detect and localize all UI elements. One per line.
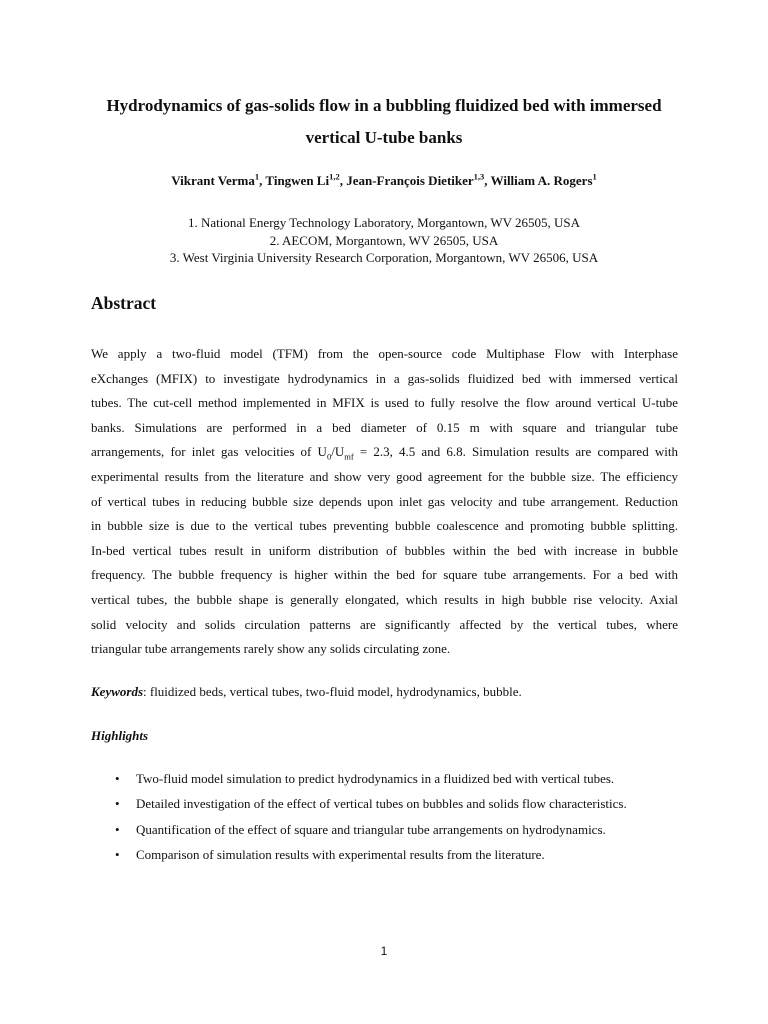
highlight-item [91, 794, 627, 819]
velocity-subscript: 0 [326, 451, 332, 462]
velocity-text-before: arrangements, for inlet gas velocities of U [91, 444, 327, 460]
highlights-heading: Highlights [91, 728, 149, 743]
velocity-subscript: mf [344, 451, 354, 462]
keywords-text: : fluidized beds, vertical tubes, two-fluid model, hydrodynamics, bubble. [143, 684, 522, 699]
author-name: Jean-François Dietiker [346, 173, 474, 188]
bullet-icon: • [115, 796, 120, 812]
author-affiliation-marker: 1,2 [329, 171, 340, 182]
abstract-line: eXchanges (MFIX) to investigate hydrodynamics in a gas-solids fluidized bed with immersed vertical [91, 370, 678, 386]
abstract-line: banks. Simulations are performed in a bed diameter of 0.15 m with square and triangular tube [91, 419, 678, 435]
paper-title [70, 90, 698, 154]
author-name: Vikrant Verma [171, 173, 255, 188]
highlight-item [91, 845, 627, 870]
bullet-icon: • [115, 846, 120, 862]
abstract-line: In-bed vertical tubes result in uniform distribution of bubbles within the bed with increase in bubble [91, 542, 678, 558]
abstract-line: We apply a two-fluid model (TFM) from the open-source code Multiphase Flow with Interphase [91, 346, 678, 361]
affiliation-list [40, 214, 728, 267]
author-name: Tingwen Li [265, 173, 330, 188]
abstract-line: triangular tube arrangements rarely show any solids circulating zone. [91, 641, 451, 657]
author-affiliation-marker: 1,3 [473, 171, 485, 182]
abstract-velocity-line [91, 440, 678, 465]
affiliation: 1. National Energy Technology Laboratory, Morgantown, WV 26505, USA [187, 215, 581, 230]
title-line-2: vertical U-tube banks [305, 128, 463, 147]
title-line-1: Hydrodynamics of gas-solids flow in a bubbling fluidized bed with immersed [106, 96, 662, 115]
author-list [40, 172, 728, 190]
author-affiliation-marker: 1 [592, 171, 597, 182]
highlight-text: Two-fluid model simulation to predict hydrodynamics in a fluidized bed with vertical tubes. [136, 771, 615, 786]
abstract-line: in bubble size is due to the vertical tubes preventing bubble coalescence and promoting bubble splitting. [91, 518, 678, 534]
abstract-line: vertical tubes, the bubble shape is generally elongated, which results in high bubble rise velocity. Axial [91, 591, 678, 607]
affiliation: 2. AECOM, Morgantown, WV 26505, USA [269, 232, 499, 248]
highlight-text: Detailed investigation of the effect of vertical tubes on bubbles and solids flow characteristics. [136, 796, 627, 812]
abstract-text [91, 342, 678, 662]
highlight-text: Comparison of simulation results with experimental results from the literature. [136, 846, 545, 862]
velocity-slash: /U [331, 444, 345, 460]
highlight-item [91, 769, 627, 794]
affiliation: 3. West Virginia University Research Corporation, Morgantown, WV 26506, USA [169, 250, 599, 265]
author-separator: , [484, 173, 491, 188]
author-affiliation-marker: 1 [254, 171, 260, 182]
bullet-icon: • [115, 821, 120, 837]
highlights-list [91, 769, 627, 870]
author-name: William A. Rogers [490, 173, 593, 188]
abstract-line: tubes. The cut-cell method implemented in MFIX is used to fully resolve the flow around vertical U-tube [91, 395, 678, 411]
abstract-line: of vertical tubes in reducing bubble size depends upon inlet gas velocity and tube arrangement. Reduction [91, 493, 678, 509]
velocity-text-after: = 2.3, 4.5 and 6.8. Simulation results are compared with [353, 444, 678, 460]
author-separator: , [339, 173, 347, 188]
author-separator: , [259, 173, 266, 188]
highlight-item [91, 820, 627, 845]
keywords-label: Keywords [91, 684, 143, 699]
page-number: 1 [380, 944, 388, 958]
highlight-text: Quantification of the effect of square and triangular tube arrangements on hydrodynamics. [136, 821, 606, 837]
keywords [91, 682, 522, 702]
abstract-heading: Abstract [91, 293, 157, 313]
abstract-line: solid velocity and solids circulation patterns are significantly affected by the vertical tubes, where [91, 616, 678, 632]
abstract-line: frequency. The bubble frequency is higher within the bed for square tube arrangements. For a bed with [91, 567, 678, 583]
bullet-icon: • [115, 771, 120, 786]
abstract-line: experimental results from the literature and show very good agreement for the bubble size. The efficiency [91, 468, 678, 484]
